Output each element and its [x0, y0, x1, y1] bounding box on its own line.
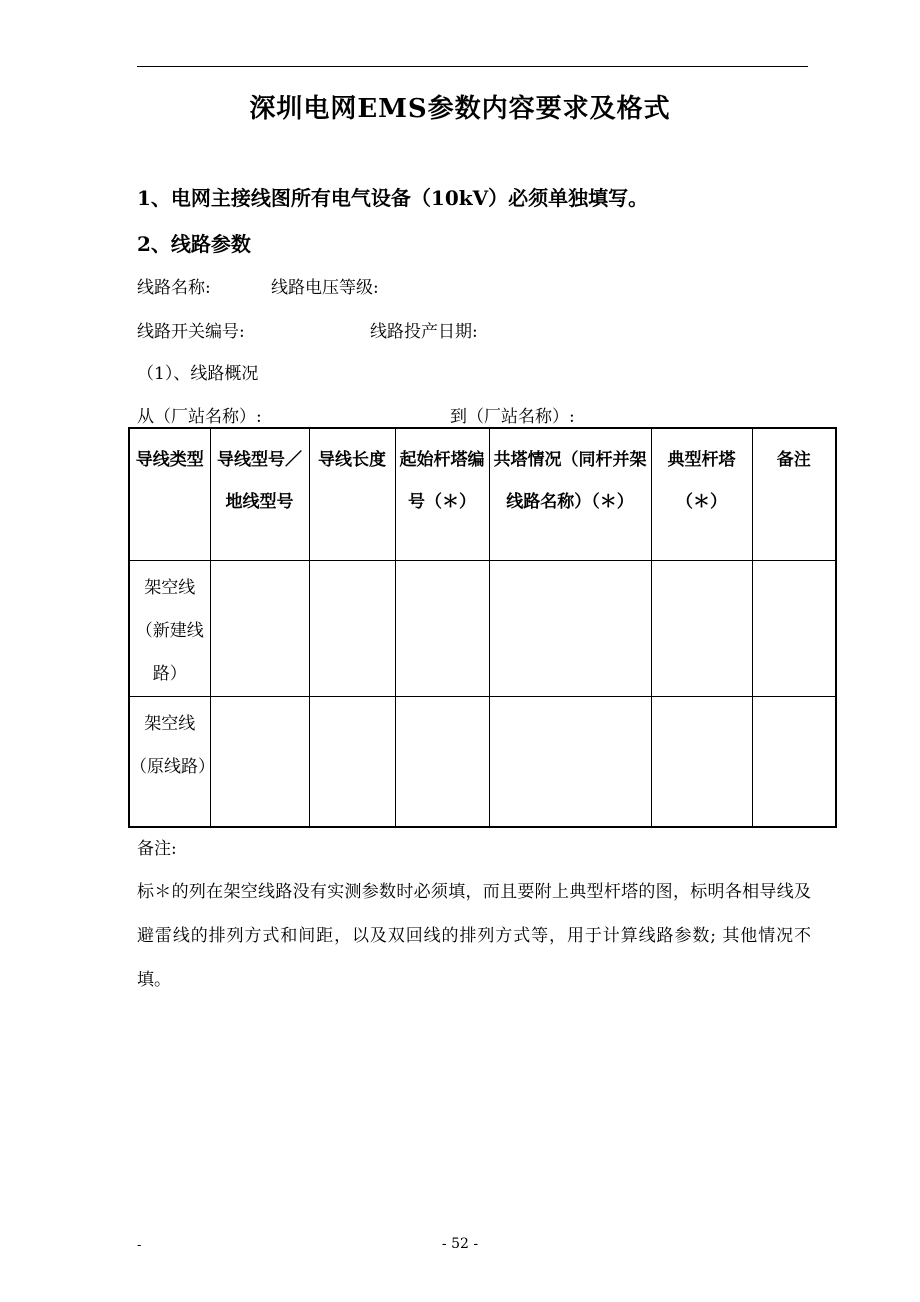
note-label: 备注:: [137, 839, 177, 859]
table-row: [129, 696, 836, 827]
line-name-label: 线路名称:: [137, 278, 211, 298]
line-parameters-table: [128, 427, 837, 828]
header-rule: [137, 66, 808, 67]
table-cell[interactable]: [395, 560, 489, 696]
to-station-label: 到（厂站名称）:: [450, 407, 575, 427]
table-cell[interactable]: [309, 696, 395, 827]
table-cell[interactable]: [489, 696, 651, 827]
page-number: - 52 -: [441, 1236, 479, 1252]
table-row: [129, 560, 836, 696]
table-cell[interactable]: [210, 696, 309, 827]
section-1-heading: 1、电网主接线图所有电气设备（10kV）必须单独填写。: [137, 186, 649, 210]
from-station-label: 从（厂站名称）:: [137, 407, 262, 427]
header-conductor-type: 导线类型: [129, 428, 210, 560]
table-cell[interactable]: [752, 560, 836, 696]
row-label-new-line: 架空线（新建线路）: [129, 560, 210, 696]
commission-date-label: 线路投产日期:: [370, 322, 478, 342]
header-conductor-model: 导线型号／地线型号: [210, 428, 309, 560]
row-label-original-line: 架空线（原线路）: [129, 696, 210, 827]
header-shared-tower: 共塔情况（同杆并架线路名称）（＊）: [489, 428, 651, 560]
header-remarks: 备注: [752, 428, 836, 560]
document-title: 深圳电网EMS参数内容要求及格式: [249, 94, 671, 124]
line-voltage-label: 线路电压等级:: [271, 278, 379, 298]
line-overview-label: （1）、线路概况: [137, 364, 259, 384]
table-header-row: [129, 428, 836, 560]
header-typical-tower: 典型杆塔（＊）: [651, 428, 752, 560]
table-cell[interactable]: [309, 560, 395, 696]
table-cell[interactable]: [651, 560, 752, 696]
section-2-heading: 2、线路参数: [137, 232, 251, 256]
header-start-tower-number: 起始杆塔编号（＊）: [395, 428, 489, 560]
header-conductor-length: 导线长度: [309, 428, 395, 560]
table-cell[interactable]: [210, 560, 309, 696]
table-cell[interactable]: [489, 560, 651, 696]
table-cell[interactable]: [395, 696, 489, 827]
footer-dash: -: [137, 1238, 142, 1253]
switch-number-label: 线路开关编号:: [137, 322, 245, 342]
table-cell[interactable]: [651, 696, 752, 827]
note-text: 标＊的列在架空线路没有实测参数时必须填，而且要附上典型杆塔的图，标明各相导线及避雷线的排列方式和间距，以及双回线的排列方式等，用于计算线路参数; 其他情况不填。: [137, 882, 811, 990]
table-cell[interactable]: [752, 696, 836, 827]
